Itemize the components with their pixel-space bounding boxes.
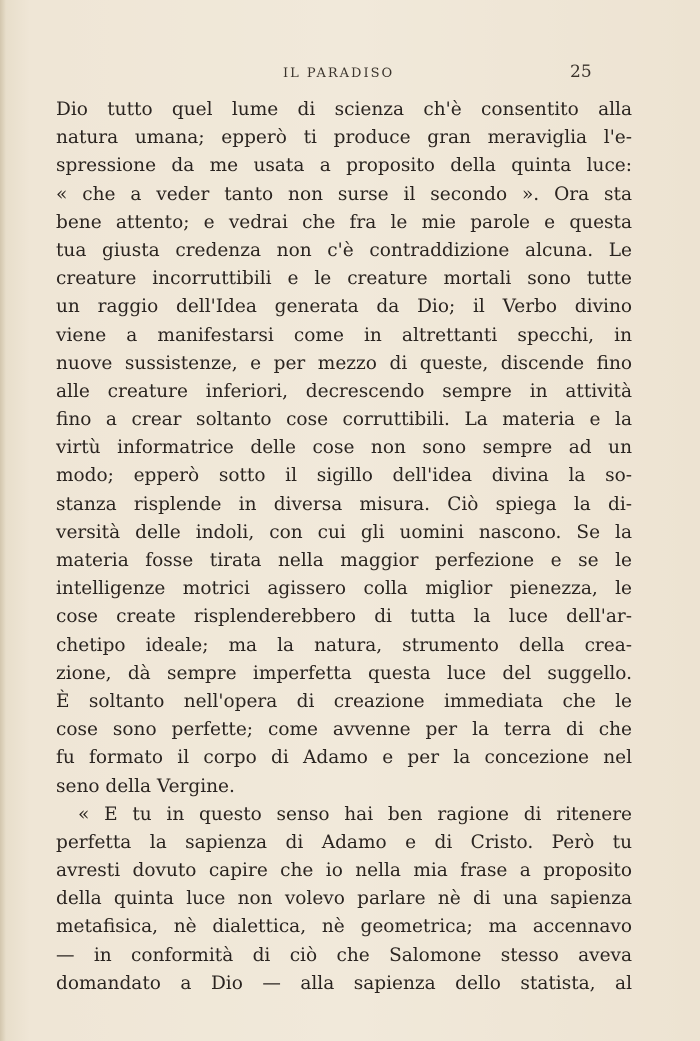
text-line: tua giusta credenza non c'è contraddizione alcuna. Le: [56, 239, 632, 261]
text-line: perfetta la sapienza di Adamo e di Cristo. Però tu: [56, 831, 632, 853]
text-line: virtù informatrice delle cose non sono sempre ad un: [56, 437, 632, 459]
text-line: « E tu in questo senso hai ben ragione di ritenere: [78, 803, 632, 825]
text-line: creature incorruttibili e le creature mortali sono tutte: [56, 268, 632, 290]
text-line: Dio tutto quel lume di scienza ch'è consentito alla: [56, 99, 632, 120]
text-line: — in conformità di ciò che Salomone stesso aveva: [56, 944, 632, 966]
text-line: stanza risplende in diversa misura. Ciò spiega la di-: [56, 493, 632, 515]
text-line: chetipo ideale; ma la natura, strumento della crea-: [56, 634, 632, 656]
text-line: spressione da me usata a proposito della quinta luce:: [56, 155, 632, 177]
body-text: [56, 96, 632, 998]
page-binding-edge: [0, 0, 6, 1041]
text-line: cose sono perfette; come avvenne per la terra di che: [56, 719, 632, 741]
text-line: domandato a Dio — alla sapienza dello statista, al: [56, 972, 632, 994]
text-line: seno della Vergine.: [56, 775, 235, 797]
text-line: nuove sussistenze, e per mezzo di queste, discende fino: [56, 352, 632, 374]
text-line: intelligenze motrici agissero colla miglior pienezza, le: [56, 578, 632, 600]
text-line: È soltanto nell'opera di creazione immediata che le: [56, 690, 632, 712]
text-line: « che a veder tanto non surse il secondo ». Ora sta: [56, 183, 632, 205]
text-line: alle creature inferiori, decrescendo sempre in attività: [56, 380, 632, 402]
text-line: modo; epperò sotto il sigillo dell'idea divina la so-: [56, 465, 632, 487]
text-line: della quinta luce non volevo parlare nè di una sapienza: [56, 888, 632, 910]
text-line: versità delle indoli, con cui gli uomini nascono. Se la: [56, 521, 632, 543]
running-title: IL PARADISO: [283, 66, 395, 81]
text-line: avresti dovuto capire che io nella mia frase a proposito: [56, 860, 632, 882]
text-line: fino a crear soltanto cose corruttibili. La materia e la: [56, 409, 632, 431]
text-line: cose create risplenderebbero di tutta la luce dell'ar-: [56, 606, 632, 628]
text-line: viene a manifestarsi come in altrettanti specchi, in: [56, 324, 632, 346]
page-number: 25: [570, 62, 592, 82]
text-line: metafisica, nè dialettica, nè geometrica; ma accennavo: [56, 916, 632, 938]
text-line: materia fosse tirata nella maggior perfezione e se le: [56, 550, 632, 571]
page-header: [0, 60, 700, 84]
text-line: zione, dà sempre imperfetta questa luce del suggello.: [56, 662, 632, 684]
text-line: natura umana; epperò ti produce gran meraviglia l'e-: [56, 127, 632, 149]
text-line: un raggio dell'Idea generata da Dio; il Verbo divino: [56, 296, 632, 318]
text-line: bene attento; e vedrai che fra le mie parole e questa: [56, 211, 632, 233]
text-line: fu formato il corpo di Adamo e per la concezione nel: [56, 747, 632, 769]
